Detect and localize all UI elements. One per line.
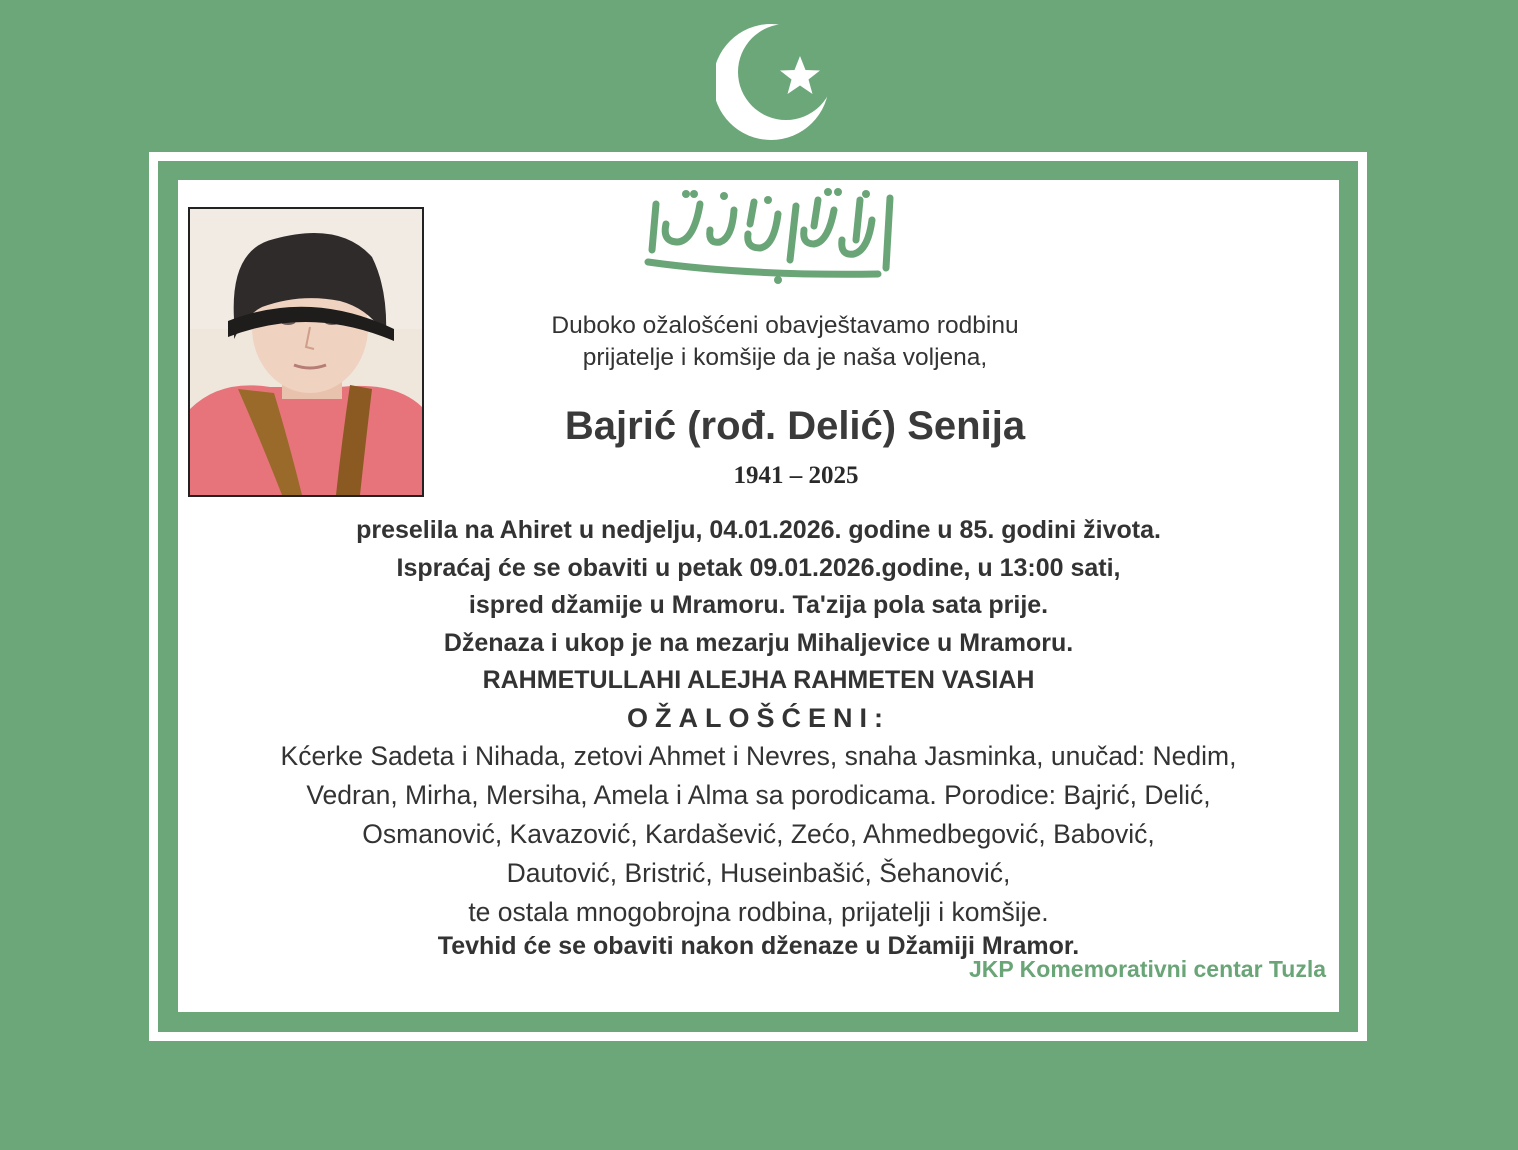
details-line: Dženaza i ukop je na mezarju Mihaljevice u Mramoru. [443,628,1074,657]
details-line: ispred džamije u Mramoru. Ta'zija pola sata prije. [468,591,1049,620]
intro-line: prijatelje i komšije da je naša voljena, [582,344,988,371]
arabic-calligraphy-icon [628,180,908,290]
mourners-line: te ostala mnogobrojna rodbina, prijatelji i komšije. [468,897,1049,927]
mourners-heading: OŽALOŠĆENI: [627,703,890,733]
intro-line: Duboko ožalošćeni obavještavamo rodbinu [551,312,1019,339]
crescent-and-star-icon [716,22,840,142]
mourners-line: Dautović, Bristrić, Huseinbašić, Šehanović, [506,858,1011,888]
mourners-line: Vedran, Mirha, Mersiha, Amela i Alma sa porodicama. Porodice: Bajrić, Delić, [306,780,1211,810]
details-line: Ispraćaj će se obaviti u petak 09.01.2026.godine, u 13:00 sati, [396,553,1121,582]
mourners-line: Osmanović, Kavazović, Kardašević, Zećo, Ahmedbegović, Babović, [362,819,1155,849]
life-years: 1941 – 2025 [733,462,859,489]
mourners-list [178,737,1339,932]
funeral-details [178,512,1339,700]
publisher-footer: JKP Komemorativni centar Tuzla [968,956,1326,982]
deceased-photo [188,207,424,497]
prayer-line: RAHMETULLAHI ALEJHA RAHMETEN VASIAH [482,666,1035,695]
intro-text [430,310,1140,374]
deceased-name: Bajrić (rođ. Delić) Senija [564,404,1026,448]
details-line: preselila na Ahiret u nedjelju, 04.01.2026. godine u 85. godini života. [356,516,1161,544]
portrait-image [190,209,422,495]
tevhid-notice: Tevhid će se obaviti nakon dženaze u Džamiji Mramor. [437,932,1080,960]
mourners-line: Kćerke Sadeta i Nihada, zetovi Ahmet i Nevres, snaha Jasminka, unučad: Nedim, [280,741,1237,771]
